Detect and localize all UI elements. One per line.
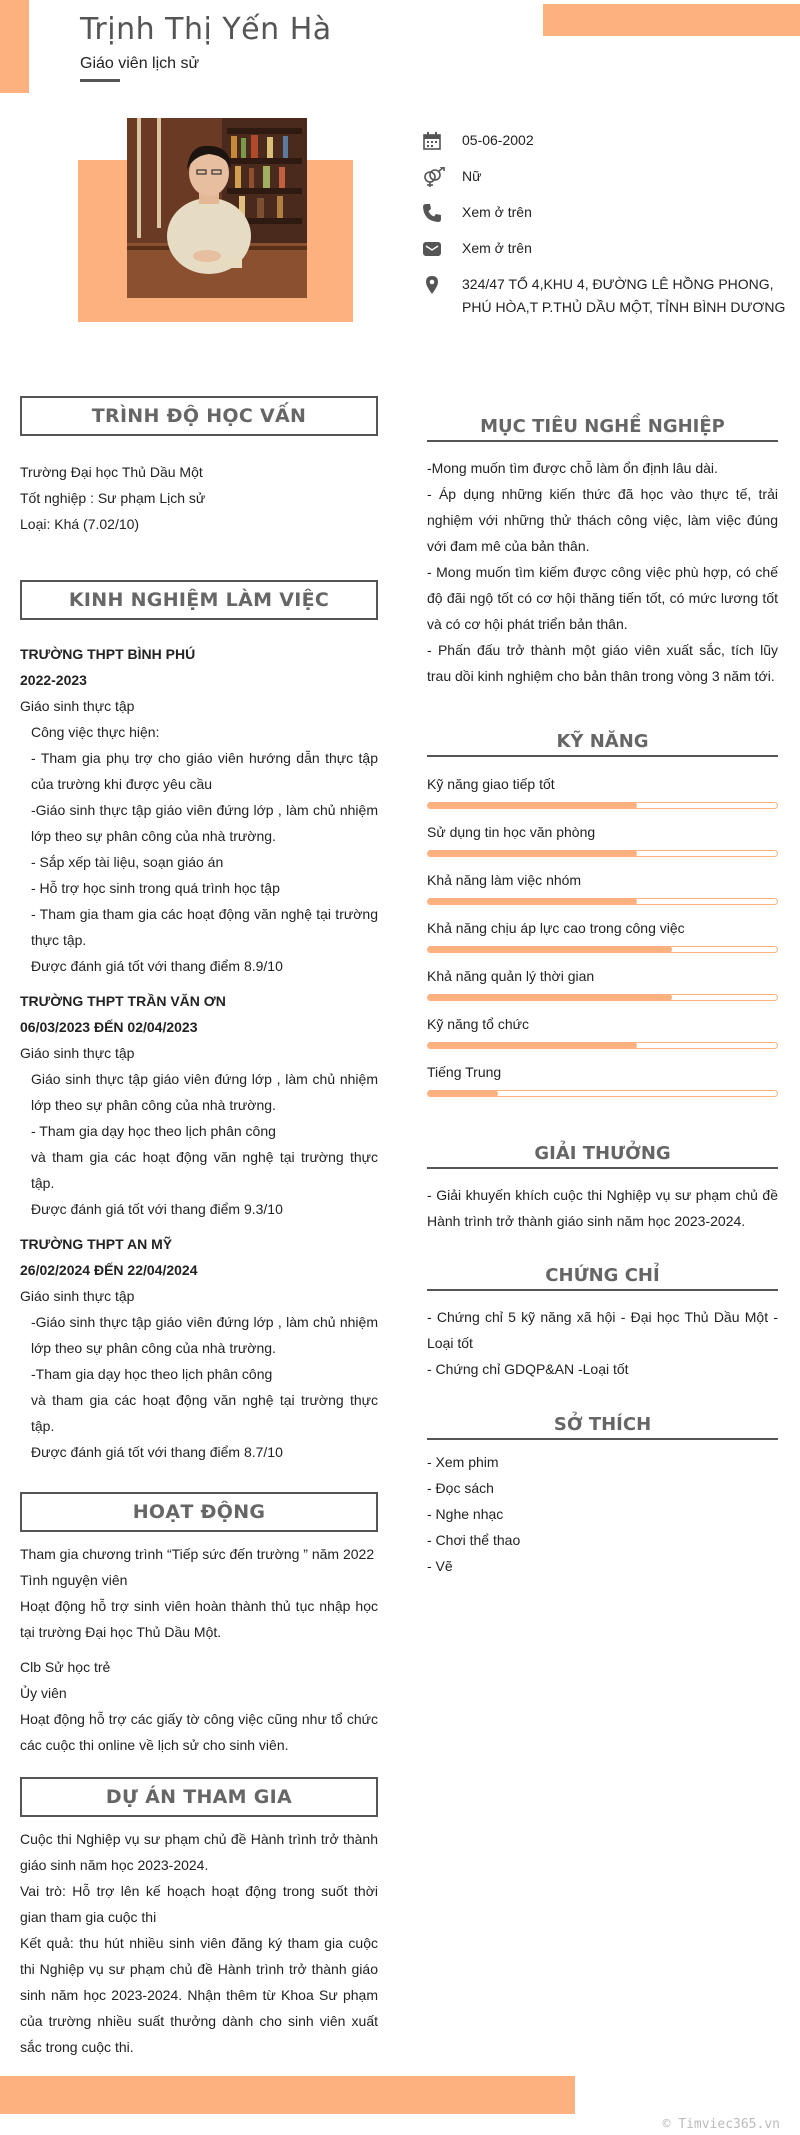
job-title: Giáo viên lịch sử xyxy=(80,55,200,72)
hobbies-content xyxy=(427,1449,778,1579)
skill-bar-fill xyxy=(428,946,672,953)
hobby-item: - Nghe nhạc xyxy=(427,1506,504,1522)
job-detail: Được đánh giá tốt với thang điểm 8.7/10 xyxy=(31,1444,283,1460)
certificate-line: - Chứng chỉ 5 kỹ năng xã hội - Đại học Thủ Dầu Một - Loại tốt xyxy=(427,1309,778,1351)
job-detail: -Tham gia dạy học theo lịch phân công xyxy=(31,1366,273,1382)
email-icon xyxy=(422,239,442,259)
project-result: Kết quả: thu hút nhiều sinh viên đăng ký tham gia cuộc thi Nghiệp vụ sư phạm chủ đề Hành trình trở thành giáo sinh năm học 2023-2024. Nhận thêm từ Khoa Sư phạm của trường nhiều suất thưởng dành cho sinh viên xuất sắc trong cuộc thi. xyxy=(20,1935,378,2055)
job-detail: - Tham gia tham gia các hoạt động văn nghệ tại trường thực tập. xyxy=(31,906,378,948)
job-detail: -Giáo sinh thực tập giáo viên đứng lớp , làm chủ nhiệm lớp theo sự phân công của nhà trường. xyxy=(31,802,378,844)
skill-item xyxy=(427,920,778,953)
job-company: TRƯỜNG THPT AN MỸ xyxy=(20,1236,173,1252)
objective-line: - Mong muốn tìm kiếm được công việc phù hợp, có chế độ đãi ngộ tốt có cơ hội thăng tiến tốt, có mức lương tốt và có cơ hội phát triển bản thân. xyxy=(427,564,778,632)
skill-bar-fill xyxy=(428,802,637,809)
job-company: TRƯỜNG THPT TRẦN VĂN ƠN xyxy=(20,993,226,1009)
skill-name: Khả năng quản lý thời gian xyxy=(427,968,595,984)
hobby-item: - Chơi thể thao xyxy=(427,1532,521,1548)
skill-bar-fill xyxy=(428,850,637,857)
project-name: Cuộc thi Nghiệp vụ sư phạm chủ đề Hành trình trở thành giáo sinh năm học 2023-2024. xyxy=(20,1831,378,1873)
skill-item xyxy=(427,824,778,857)
job-detail: Được đánh giá tốt với thang điểm 8.9/10 xyxy=(31,958,283,974)
projects-content xyxy=(20,1826,378,2060)
certificates-content xyxy=(427,1304,778,1382)
experience-content xyxy=(20,641,378,1465)
award-line: - Giải khuyến khích cuộc thi Nghiệp vụ sư phạm chủ đề Hành trình trở thành giáo sinh năm học 2023-2024. xyxy=(427,1187,778,1229)
objective-heading: MỤC TIÊU NGHỀ NGHIỆP xyxy=(427,412,778,442)
education-school: Trường Đại học Thủ Dầu Một xyxy=(20,464,203,480)
skill-bar xyxy=(427,994,778,1001)
calendar-icon xyxy=(422,131,442,151)
job-detail: -Giáo sinh thực tập giáo viên đứng lớp , làm chủ nhiệm lớp theo sự phân công của nhà trường. xyxy=(31,1314,378,1356)
job-detail: - Tham gia phụ trợ cho giáo viên hướng dẫn thực tập của trường khi được yêu cầu xyxy=(31,750,378,792)
decor-block-bottom xyxy=(0,2076,575,2114)
job-detail: - Hỗ trợ học sinh trong quá trình học tập xyxy=(31,880,280,896)
project-role: Vai trò: Hỗ trợ lên kế hoạch hoạt động trong suốt thời gian tham gia cuộc thi xyxy=(20,1883,378,1925)
objective-line: - Phấn đấu trở thành một giáo viên xuất sắc, tích lũy trau dồi kinh nghiệm cho bản thân trong vòng 3 năm tới. xyxy=(427,642,778,684)
activity-name: Clb Sử học trẻ xyxy=(20,1659,111,1675)
skill-item xyxy=(427,968,778,1001)
job-detail: - Tham gia dạy học theo lịch phân công xyxy=(31,1123,276,1139)
skill-bar xyxy=(427,1042,778,1049)
gender-icon xyxy=(422,167,442,187)
info-birthdate xyxy=(422,129,800,152)
skill-bar xyxy=(427,898,778,905)
skill-bar xyxy=(427,946,778,953)
job-role: Giáo sinh thực tập xyxy=(20,1045,135,1061)
skill-bar xyxy=(427,850,778,857)
info-email xyxy=(422,237,800,260)
skills-heading: KỸ NĂNG xyxy=(427,727,778,757)
skill-name: Tiếng Trung xyxy=(427,1064,502,1080)
skill-bar-fill xyxy=(428,898,637,905)
activity-name: Tham gia chương trình “Tiếp sức đến trường ” năm 2022 xyxy=(20,1546,375,1562)
watermark: © Timviec365.vn xyxy=(662,2117,780,2132)
job-detail: - Sắp xếp tài liệu, soạn giáo án xyxy=(31,854,224,870)
skill-item xyxy=(427,1064,778,1097)
candidate-name: Trịnh Thị Yến Hà xyxy=(80,12,332,47)
objective-line: - Áp dụng những kiến thức đã học vào thực tế, trải nghiệm với những thử thách công việc, làm việc đúng với đam mê của bản thân. xyxy=(427,486,778,554)
phone-icon xyxy=(422,203,442,223)
job-detail: Công việc thực hiện: xyxy=(31,724,160,740)
job-period: 26/02/2024 ĐẾN 22/04/2024 xyxy=(20,1262,198,1278)
skill-item xyxy=(427,872,778,905)
education-content xyxy=(20,459,378,537)
gender-text: Nữ xyxy=(462,168,482,184)
awards-content xyxy=(427,1182,778,1234)
activity-role: Tình nguyện viên xyxy=(20,1572,128,1588)
info-gender xyxy=(422,165,800,188)
skill-bar-fill xyxy=(428,994,672,1001)
education-heading: TRÌNH ĐỘ HỌC VẤN xyxy=(20,396,378,436)
info-address xyxy=(422,273,800,319)
email-text: Xem ở trên xyxy=(462,240,532,256)
skill-item xyxy=(427,776,778,809)
address-text: 324/47 TỔ 4,KHU 4, ĐƯỜNG LÊ HỒNG PHONG, PHÚ HÒA,T P.THỦ DẦU MỘT, TỈNH BÌNH DƯƠNG xyxy=(462,276,786,315)
skill-name: Khả năng chịu áp lực cao trong công việc xyxy=(427,920,685,936)
skill-name: Kỹ năng giao tiếp tốt xyxy=(427,776,555,792)
birthdate-text: 05-06-2002 xyxy=(462,132,534,148)
skill-item xyxy=(427,1016,778,1049)
hobby-item: - Xem phim xyxy=(427,1454,499,1470)
skill-name: Kỹ năng tổ chức xyxy=(427,1016,529,1032)
objective-content xyxy=(427,455,778,689)
skill-bar-fill xyxy=(428,1042,637,1049)
info-phone xyxy=(422,201,800,224)
job-detail: Giáo sinh thực tập giáo viên đứng lớp , làm chủ nhiệm lớp theo sự phân công của nhà trường. xyxy=(31,1071,378,1113)
hobbies-heading: SỞ THÍCH xyxy=(427,1410,778,1440)
awards-heading: GIẢI THƯỞNG xyxy=(427,1139,778,1169)
activities-heading: HOẠT ĐỘNG xyxy=(20,1492,378,1532)
hobby-item: - Đọc sách xyxy=(427,1480,494,1496)
location-icon xyxy=(422,275,442,295)
skill-bar xyxy=(427,802,778,809)
job-period: 2022-2023 xyxy=(20,672,87,688)
job-detail: Được đánh giá tốt với thang điểm 9.3/10 xyxy=(31,1201,283,1217)
activities-content xyxy=(20,1541,378,1758)
skill-bar-fill xyxy=(428,1090,498,1097)
skill-name: Sử dụng tin học văn phòng xyxy=(427,824,596,840)
job-period: 06/03/2023 ĐẾN 02/04/2023 xyxy=(20,1019,198,1035)
job-company: TRƯỜNG THPT BÌNH PHÚ xyxy=(20,646,196,662)
skill-name: Khả năng làm việc nhóm xyxy=(427,872,582,888)
objective-line: -Mong muốn tìm được chỗ làm ổn định lâu dài. xyxy=(427,460,718,476)
job-detail: và tham gia các hoạt động văn nghệ tại trường thực tập. xyxy=(31,1149,378,1191)
education-major: Tốt nghiệp : Sư phạm Lịch sử xyxy=(20,490,206,506)
profile-photo xyxy=(127,118,307,298)
decor-block-top-right xyxy=(543,4,800,36)
experience-heading: KINH NGHIỆM LÀM VIỆC xyxy=(20,580,378,620)
decor-block-top-left xyxy=(0,0,29,93)
education-grade: Loại: Khá (7.02/10) xyxy=(20,516,140,532)
skill-bar xyxy=(427,1090,778,1097)
activity-desc: Hoạt động hỗ trợ sinh viên hoàn thành thủ tục nhập học tại trường Đại học Thủ Dầu Một. xyxy=(20,1598,378,1640)
certificates-heading: CHỨNG CHỈ xyxy=(427,1261,778,1291)
job-role: Giáo sinh thực tập xyxy=(20,1288,135,1304)
phone-text: Xem ở trên xyxy=(462,204,532,220)
certificate-line: - Chứng chỉ GDQP&AN -Loại tốt xyxy=(427,1361,629,1377)
hobby-item: - Vẽ xyxy=(427,1558,453,1574)
job-title-underline xyxy=(80,79,120,82)
job-detail: và tham gia các hoạt động văn nghệ tại trường thực tập. xyxy=(31,1392,378,1434)
job-role: Giáo sinh thực tập xyxy=(20,698,135,714)
projects-heading: DỰ ÁN THAM GIA xyxy=(20,1777,378,1817)
activity-role: Ủy viên xyxy=(20,1685,67,1701)
activity-desc: Hoạt động hỗ trợ các giấy tờ công việc cũng như tổ chức các cuộc thi online về lịch sử cho sinh viên. xyxy=(20,1711,378,1753)
